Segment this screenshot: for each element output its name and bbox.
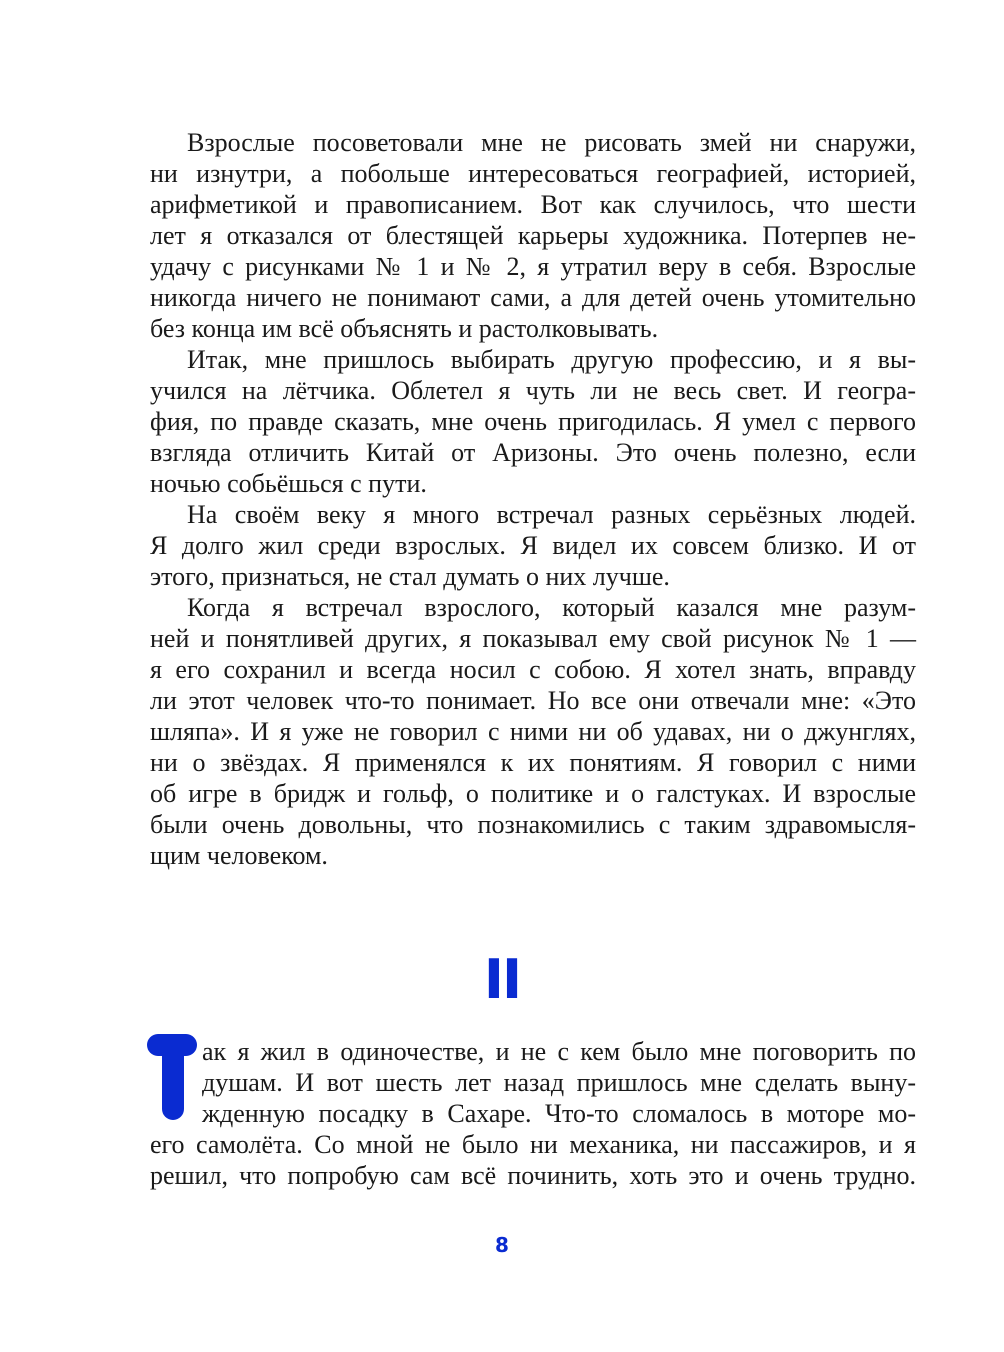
- drop-cap-letter: [144, 1030, 145, 1031]
- text-line: На своём веку я много встречал разных серьёзных людей.: [187, 500, 916, 529]
- text-line: ней и понятливей других, я показывал ему свой рисунок № 1 —: [150, 624, 916, 653]
- text-line: Когда я встречал взрослого, который казался мне разум-: [187, 593, 916, 622]
- text-line: лет я отказался от блестящей карьеры художника. Потерпев не-: [150, 221, 916, 250]
- page-number: 8: [495, 1233, 509, 1257]
- text-line: Взрослые посоветовали мне не рисовать змей ни снаружи,: [187, 128, 916, 157]
- text-line: ни изнутри, а побольше интересоваться географией, историей,: [150, 159, 916, 188]
- text-line: ли этот человек что-то понимает. Но все они отвечали мне: «Это: [150, 686, 916, 715]
- text-line: без конца им всё объяснять и растолковывать.: [150, 314, 659, 343]
- text-line: были очень довольны, что познакомились с таким здравомысля-: [150, 810, 916, 839]
- text-line: шляпа». И я уже не говорил с ними ни об удавах, ни о джунглях,: [150, 717, 916, 746]
- text-line: Я долго жил среди взрослых. Я видел их совсем близко. И от: [150, 531, 916, 560]
- text-line: щим человеком.: [150, 841, 328, 870]
- text-line: решил, что попробую сам всё починить, хоть это и очень трудно.: [150, 1161, 916, 1190]
- text-line: жденную посадку в Сахаре. Что-то сломалось в моторе мо-: [202, 1099, 916, 1128]
- chapter-heading: II: [483, 948, 521, 1011]
- chapter-2-body: [150, 1036, 916, 1191]
- text-line: ни о звёздах. Я применялся к их понятиям. Я говорил с ними: [150, 748, 916, 777]
- text-line: его самолёта. Со мной не было ни механика, ни пассажиров, и я: [150, 1130, 916, 1159]
- text-line: фия, по правде сказать, мне очень пригодилась. Я умел с первого: [150, 407, 916, 436]
- text-line: душам. И вот шесть лет назад пришлось мне сделать выну-: [202, 1068, 916, 1097]
- text-line: об игре в бридж и гольф, о политике и о галстуках. И взрослые: [150, 779, 916, 808]
- text-line: я его сохранил и всегда носил с собою. Я хотел знать, вправду: [150, 655, 916, 684]
- text-line: никогда ничего не понимают сами, а для детей очень утомительно: [150, 283, 916, 312]
- chapter-1-body: [150, 127, 916, 871]
- text-line: Итак, мне пришлось выбирать другую профессию, и я вы-: [187, 345, 916, 374]
- text-line: этого, признаться, не стал думать о них лучше.: [150, 562, 670, 591]
- text-line: взгляда отличить Китай от Аризоны. Это очень полезно, если: [150, 438, 916, 467]
- text-line: ак я жил в одиночестве, и не с кем было мне поговорить по: [202, 1037, 916, 1066]
- text-line: учился на лётчика. Облетел я чуть ли не весь свет. И геогра-: [150, 376, 916, 405]
- text-line: арифметикой и правописанием. Вот как случилось, что шести: [150, 190, 916, 219]
- text-line: удачу с рисунками № 1 и № 2, я утратил веру в себя. Взрослые: [150, 252, 916, 281]
- text-line: ночью собьёшься с пути.: [150, 469, 427, 498]
